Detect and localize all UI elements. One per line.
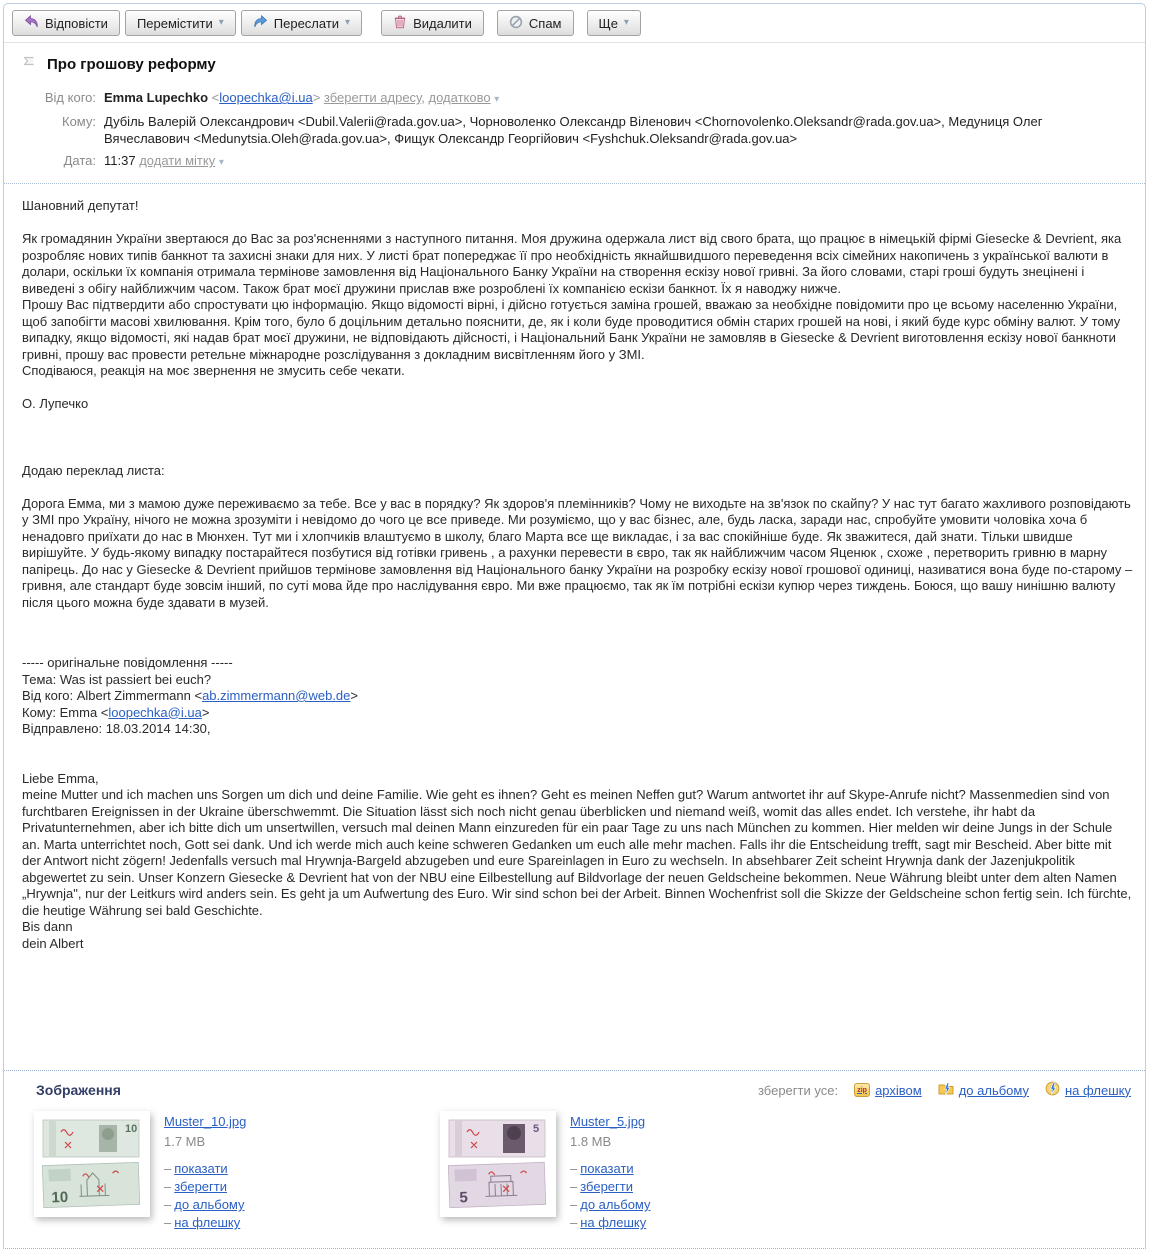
message-body: [4, 184, 1145, 1070]
svg-text:10: 10: [51, 1188, 69, 1207]
angle-close: >: [312, 90, 321, 105]
show-link[interactable]: показати: [580, 1161, 634, 1176]
forward-button[interactable]: [241, 10, 362, 36]
svg-text:5: 5: [459, 1189, 469, 1207]
angle-open: <: [211, 90, 220, 105]
delete-label: Видалити: [413, 15, 472, 31]
original-from-prefix: Від кого: Albert Zimmermann <: [22, 688, 203, 703]
no-entry-icon: [509, 15, 523, 32]
spam-label: Спам: [528, 15, 562, 31]
attachment-info: [570, 1111, 651, 1232]
original-recipient-email-link[interactable]: loopechka@i.ua: [108, 704, 202, 720]
comma: ,: [421, 90, 425, 105]
delete-button[interactable]: [381, 10, 484, 36]
message-headers: [4, 82, 1145, 184]
flash-drive-icon: [1045, 1081, 1060, 1099]
move-button[interactable]: [125, 10, 236, 36]
save-all-archive-link[interactable]: [854, 1083, 922, 1098]
trash-icon: [393, 15, 407, 32]
dash: –: [164, 1161, 172, 1176]
translation-paragraph: Дорога Емма, ми з мамою дуже переживаємо за тебе. Все у вас в порядку? Як здоров'я племінників? Чому не виходьте на зв'язок по скайпу? У нас тут багато жахливого розповідають у ЗМІ про Україну, нічого не можна зрозуміти і невідомо до чого це все приведе. Ми розуміємо, що у вас бізнес, але, будь ласка, заради нас, спробуйте умовити чоловіка хоча б ненадовго приїхати до нас в Мюнхен. Тут ми і хлопчиків влаштуємо в школу, благо Марта все ще викладає, і за вас спокійніше буде. Як зважитеся, дай знати. Тільки швидше вирішуйте. У будь-якому випадку постарайтеся позбутися від готівки гривень , а рахунки перевести в євро, так як найближчим часом Яценюк , схоже , перетворить гривню в марну папірець. До нас у Giesecke & Devrient прийшов термінове замовлення від Національного банку України на розробку ескізу нової грошової одиниці, називатися вона буде по-старому – гривня, але стандарт буде зовсім інший, по суті мова йде про наслідування євро. Ми вже працюємо, так як їм потрібні ескізи купюр через тиждень. Боюся, що вашу нинішню валюту після цього можна буде здавати в музей.: [22, 495, 1133, 610]
to-label: Кому:: [62, 114, 96, 129]
dash: –: [570, 1161, 578, 1176]
svg-text:10: 10: [125, 1123, 138, 1135]
to-value: Дубіль Валерій Олександрович <Dubil.Valerii@rada.gov.ua>, Чорноволенко Олександр Віленович <Chornovolenko.Oleksandr@rada.gov.ua>, Медуниця Олег Вячеславович <Medunytsia.Oleh@rada.gov.ua>, Фищук Олександр Георгійович <Fyshchuk.Oleksandr@rada.gov.ua>: [104, 114, 1043, 146]
from-value: [104, 89, 499, 108]
body-signature: О. Лупечко: [22, 396, 89, 411]
save-all-album-label: до альбому: [958, 1082, 1029, 1098]
to-flash-link[interactable]: на флешку: [174, 1215, 241, 1230]
reply-label: Відповісти: [45, 15, 108, 31]
move-label: Перемістити: [136, 15, 213, 31]
reply-icon: [24, 15, 39, 31]
attachment-name-link[interactable]: Muster_10.jpg: [164, 1114, 247, 1129]
more-button[interactable]: [587, 10, 641, 36]
reply-button[interactable]: [12, 10, 120, 36]
more-label: Ще: [598, 15, 618, 31]
from-row: [16, 89, 1133, 108]
attachment-item: [440, 1111, 846, 1232]
to-album-link[interactable]: до альбому: [580, 1197, 651, 1212]
from-label: Від кого:: [44, 90, 96, 105]
attachments-title: Зображення: [36, 1082, 121, 1098]
flag-icon[interactable]: [20, 55, 37, 74]
show-link[interactable]: показати: [174, 1161, 228, 1176]
chevron-down-icon[interactable]: ▾: [218, 157, 224, 168]
body-paragraph: Як громадянин України звертаюся до Вас за роз'ясненнями з наступного питання. Моя дружина одержала лист від свого брата, що працює в німецькій фірмі Giesecke & Devrient, яка розробляє нових типів банкнот та захисні знаки для них. У листі брат попереджає її про необхідність якнайшвидшого переведення всіх сімейних накопичень з української валюти в долари, оскільки їх компанія отримала термінове замовлення від Національного Банку України на створення ескізу нової гривні. За його словами, старі гроші будуть знецінені і виведені з обігу найближчим часом. Також брат моєї дружини прислав вже розроблені їх компанією ескізи банкнот. Їх я наводжу нижче.: [22, 231, 1122, 296]
dash: –: [570, 1179, 578, 1194]
original-to-prefix: Кому: Emma <: [22, 704, 109, 720]
dash: –: [570, 1215, 578, 1230]
attachment-thumbnail-5[interactable]: [440, 1111, 556, 1217]
attachment-size: 1.7 MB: [164, 1134, 206, 1149]
original-subject: Тема: Was ist passiert bei euch?: [22, 671, 212, 687]
save-all-album-link[interactable]: [938, 1082, 1029, 1099]
attachment-item: [34, 1111, 440, 1232]
body-paragraph: Сподіваюся, реакція на моє звернення не змусить себе чекати.: [22, 363, 405, 378]
body-greeting: Шановний депутат!: [22, 198, 139, 213]
forward-label: Переслати: [273, 15, 340, 31]
dash: –: [570, 1197, 578, 1212]
to-flash-link[interactable]: на флешку: [580, 1215, 647, 1230]
attachment-actions: [164, 1160, 246, 1232]
zip-icon: zip: [854, 1083, 870, 1097]
page-title: Про грошову реформу: [47, 56, 216, 73]
date-label: Дата:: [63, 153, 96, 168]
date-time: 11:37: [104, 153, 136, 168]
german-signature: dein Albert: [22, 935, 84, 951]
save-address-link[interactable]: зберегти адресу: [323, 90, 422, 105]
original-from: [22, 688, 1133, 705]
to-album-link[interactable]: до альбому: [174, 1197, 245, 1212]
to-row: [16, 113, 1133, 147]
dash: –: [164, 1179, 172, 1194]
attachment-thumbnail-10[interactable]: [34, 1111, 150, 1217]
save-all-flash-label: на флешку: [1064, 1082, 1131, 1098]
chevron-down-icon[interactable]: ▾: [494, 94, 500, 105]
attachment-actions: [570, 1160, 651, 1232]
attachments-section: [4, 1070, 1145, 1248]
forward-icon: [253, 15, 268, 31]
german-closing: Bis dann: [22, 919, 73, 934]
german-salutation: Liebe Emma,: [22, 770, 99, 786]
attachment-size: 1.8 MB: [570, 1134, 612, 1149]
original-from-suffix: >: [350, 688, 358, 703]
body-paragraph: Прошу Вас підтвердити або спростувати цю інформацію. Якщо відомості вірні, і дійсно готується заміна грошей, вважаю за необхідне повідомити про це всьому населенню України, щоб запобігти масові хвилювання. Крім того, було б доцільним детально пояснити, де, як і коли буде проводитися обмін старих грошей на нові, і який буде курс обміну валют. У тому випадку, якщо відомості, які надав брат моєї дружини, не відповідають дійсності, і Національний Банк України не замовляв в Giesecke & Devrient виготовлення ескізу нової банкноти гривні, прошу вас провести ретельне міжнародне розслідування з докладним висвітленням його у ЗМІ.: [22, 297, 1121, 362]
toolbar: [4, 4, 1145, 43]
attachment-name-link[interactable]: Muster_5.jpg: [570, 1114, 646, 1129]
original-to: [22, 705, 1133, 722]
date-value: [104, 152, 224, 171]
save-all-flash-link[interactable]: [1045, 1081, 1131, 1099]
dash: –: [164, 1215, 172, 1230]
more-actions-link[interactable]: додатково: [428, 90, 491, 105]
subject-row: [4, 43, 1145, 82]
save-all-archive-label: архівом: [875, 1082, 922, 1098]
sender-name: Emma Lupechko: [104, 90, 209, 105]
save-all-label: зберегти усе:: [757, 1082, 839, 1098]
original-separator: ----- оригінальне повідомлення -----: [22, 655, 233, 670]
dash: –: [164, 1197, 172, 1212]
add-tag-link[interactable]: додати мітку: [139, 153, 216, 168]
album-folder-icon: [938, 1082, 954, 1099]
translation-intro: Додаю переклад листа:: [22, 462, 165, 478]
save-all-bar: [758, 1081, 1131, 1099]
chevron-down-icon: ▾: [623, 17, 629, 28]
date-row: [16, 152, 1133, 171]
save-link[interactable]: зберегти: [580, 1179, 633, 1194]
attachments-list: [18, 1111, 1131, 1232]
chevron-down-icon: ▾: [218, 17, 224, 28]
chevron-down-icon: ▾: [345, 17, 351, 28]
sender-email-link[interactable]: loopechka@i.ua: [219, 90, 313, 105]
spam-button[interactable]: [497, 10, 574, 36]
attachment-info: [164, 1111, 246, 1232]
save-link[interactable]: зберегти: [174, 1179, 227, 1194]
attachments-header: [18, 1081, 1131, 1099]
original-sender-email-link[interactable]: ab.zimmermann@web.de: [202, 688, 351, 703]
mail-view: [3, 3, 1146, 1249]
original-sent: Відправлено: 18.03.2014 14:30,: [22, 721, 211, 736]
german-paragraph: meine Mutter und ich machen uns Sorgen um dich und deine Familie. Wie geht es ihnen? Geht es meinen Neffen gut? Warum antwortet ihr auf Skype-Anrufe nicht? Massenmedien sind von furchtbaren Ereignissen in der Ukraine überschwemmt. Die Situation lässt sich noch nicht genau überblicken und niemand weiß, womit das alles endet. Ich verstehe, ihr habt da Privatunternehmen, aber ich bitte dich um unsertwillen, versuch mal deinen Mann einzureden für ein paar Tage zu uns nach München zu kommen. Hier melden wir deine Jungs in der Schule an. Marta unterrichtet noch, Gott sei dank. Und ich werde mich auch keine schweren Gedanken um euch alle mehr machen. Falls ihr die Entscheidung trefft, sagt mir Bescheid. Aber bitte mit der Antwort nicht zögern! Jedenfalls versuch mal Hrywnja-Bargeld abzugeben und eure Spareinlagen in Euro zu wechseln. In absehbarer Zeit scheint Hrywnja dank der Jazenjukpolitik abgewertet zu sein. Unser Konzern Giesecke & Devrient hat von der NBU eine Eilbestellung auf Bildvorlage der neuen Geldscheine bekommen. Neue Währung bleibt unter dem alten Namen „Hrywnja", nur der Leitkurs wird anders sein. Es geht ja um Aufwertung des Euro. Wir sind schon bei der Arbeit. Binnen Wochenfrist soll die Skizze der Geldscheine schon fertig sein. Ich fürchte, die heutige Währung sei bald Geschichte.: [22, 787, 1132, 918]
svg-text:5: 5: [533, 1123, 540, 1135]
original-to-suffix: >: [201, 704, 210, 720]
